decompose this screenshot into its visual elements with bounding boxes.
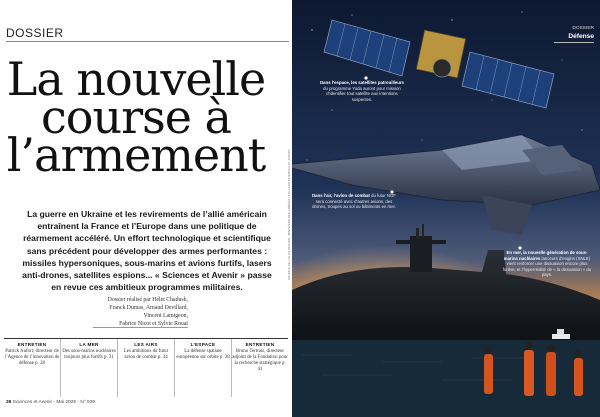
toc-text: Les ambitions du futur avion de combat p. 34 [123, 349, 169, 360]
caption-satellite [320, 80, 404, 102]
right-section-label: DOSSIER [572, 26, 594, 31]
title-line-3: l’armement [6, 128, 266, 182]
credit-line: Dossier réalisé par Hélet Chadush, [107, 297, 188, 303]
left-page [0, 0, 292, 417]
section-label: DOSSIER [6, 26, 64, 40]
title-line-1: La nouvelle [6, 52, 266, 106]
credits [60, 296, 188, 328]
caption-bold: En mer, la nouvelle génération de sous-marins nucléaires [503, 250, 588, 261]
section-rule [6, 41, 289, 42]
image-credit: SOURCE DE L'ILLUSTRATION : MINISTÈRE DES ARMÉES / COLLAGE SCIENCES ET AVENIR [287, 149, 291, 280]
caption-text: du futur NGF sera connecté avec d’autres avions, des drones, troupes au sol ou bâtiments en mer. [312, 193, 396, 209]
credit-line: Franck Dumas, Arnaud Devillard, [109, 305, 188, 311]
toc-text: La défense spatiale européenne sur orbite p. 38 [176, 349, 230, 360]
right-header-rule [554, 42, 594, 43]
caption-text: du programme Yoda auront pour mission d’identifier tout satellite aux intentions suspectes. [323, 85, 401, 102]
toc-heading: L’ESPACE [190, 342, 216, 347]
caption-bold: Dans l’espace, les satellites patrouilleurs [320, 80, 404, 85]
caption-submarine [502, 250, 592, 278]
lead-paragraph: La guerre en Ukraine et les revirements de l’allié américain entraînent la France et l’Europe dans une politique de réarmement accéléré. Un effort technologique et scientifique sans précédent pour développer des armes performantes : missiles hypersoniques, sous-marins et avions furtifs, lasers anti-drones, satellites espions... « Sciences et Avenir » passe en revue ces ambitieux programmes militaires. [22, 209, 272, 293]
page-number: 26 [6, 400, 12, 405]
page-footer [6, 400, 95, 405]
toc-item[interactable] [174, 339, 231, 397]
table-of-contents [4, 338, 288, 397]
credits-rule [93, 327, 188, 328]
right-page [292, 0, 600, 417]
toc-item[interactable] [231, 339, 288, 397]
credit-line: Fabrice Nicot et Sylvie Rouat [119, 321, 188, 327]
toc-item[interactable] [60, 339, 117, 397]
toc-heading: LES AIRS [134, 342, 158, 347]
toc-heading: ENTRETIEN [17, 342, 47, 347]
toc-heading: ENTRETIEN [245, 342, 275, 347]
toc-text: Bruno Tertrais, directeur adjoint de la Fondation pour la recherche stratégique p. 41 [232, 349, 288, 372]
toc-item[interactable] [4, 339, 60, 397]
title-line-2: course à [41, 90, 231, 144]
toc-item[interactable] [117, 339, 174, 397]
right-section-title: Défense [568, 33, 594, 40]
toc-text: Des sous-marins nucléaires toujours plus furtifs p. 31 [62, 349, 116, 360]
toc-text: Patrick Aufort, directeur de l’Agence de l’innovation de défense p. 28 [4, 349, 60, 366]
caption-bold: Dans l’air, l’avion de combat [312, 193, 370, 198]
caption-jet [310, 193, 398, 210]
toc-heading: LA MER [79, 342, 99, 347]
footer-text: Sciences et Avenir - Mai 2025 - N° 939 [12, 400, 96, 405]
caption-text: lanceurs d’engins (SNLE) vient renforcer une dissuasion encore plus furtive, et l’hyperréalité de « la dissuasion » du pays. [502, 255, 592, 277]
page-title [0, 52, 272, 182]
credit-line: Vincent Lamigeon, [143, 313, 188, 319]
